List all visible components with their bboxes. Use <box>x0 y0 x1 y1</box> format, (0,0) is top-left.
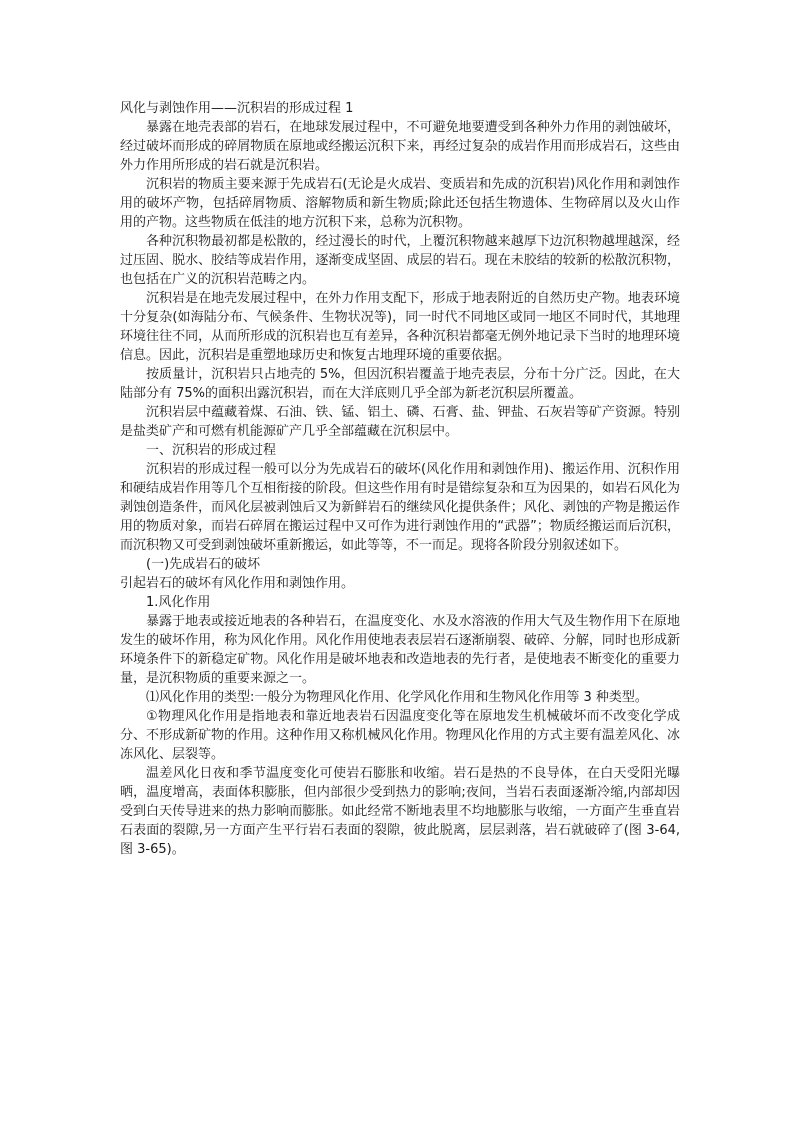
paragraph-intro: 暴露在地壳表部的岩石，在地球发展过程中，不可避免地要遭受到各种外力作用的剥蚀破坏，经过破坏而形成的碎屑物质在原地或经搬运沉积下来，再经过复杂的成岩作用而形成岩石，这些由外力作用所形成的岩石就是沉积岩。 <box>120 120 680 173</box>
paragraph-physical-weathering: ①物理风化作用是指地表和靠近地表岩石因温度变化等在原地发生机械破坏而不改变化学成分、不形成新矿物的作用。这种作用又称机械风化作用。物理风化作用的方式主要有温差风化、冰冻风化、层裂等。 <box>120 709 680 762</box>
paragraph-distribution: 按质量计，沉积岩只占地壳的 5%，但因沉积岩覆盖于地壳表层，分布十分广泛。因此，在大陆部分有 75%的面积出露沉积岩，而在大洋底则几乎全部为新老沉积层所覆盖。 <box>120 367 680 401</box>
paragraph-formation-stages: 沉积岩的形成过程一般可以分为先成岩石的破坏(风化作用和剥蚀作用)、搬运作用、沉积作用和硬结成岩作用等几个互相衔接的阶段。但这些作用有时是错综复杂和互为因果的，如岩石风化为剥蚀创造条件，而风化层被剥蚀后又为新鲜岩石的继续风化提供条件；风化、剥蚀的产物是搬运作用的物质对象，而岩石碎屑在搬运过程中又可作为进行剥蚀作用的“武器”；物质经搬运而后沉积，而沉积物又可受到剥蚀破坏重新搬运，如此等等，不一而足。现将各阶段分别叙述如下。 <box>120 462 680 553</box>
paragraph-environment: 沉积岩是在地壳发展过程中，在外力作用支配下，形成于地表附近的自然历史产物。地表环境十分复杂(如海陆分布、气候条件、生物状况等)，同一时代不同地区或同一地区不同时代，其地理环境往往不同，从而所形成的沉积岩也互有差异，各种沉积岩都毫无例外地记录下当时的地理环境信息。因此，沉积岩是重塑地球历史和恢复古地理环境的重要依据。 <box>120 291 680 363</box>
subsection-heading-destruction: (一)先成岩石的破坏 <box>146 557 261 572</box>
document-page <box>120 99 680 859</box>
paragraph-weathering-definition: 暴露于地表或接近地表的各种岩石，在温度变化、水及水溶液的作用大气及生物作用下在原地发生的破坏作用，称为风化作用。风化作用使地表表层岩石逐渐崩裂、破碎、分解，同时也形成新环境条件下的新稳定矿物。风化作用是破坏地表和改造地表的先行者，是使地表不断变化的重要力量，是沉积物质的重要来源之一。 <box>120 614 680 686</box>
paragraph-material-source: 沉积岩的物质主要来源于先成岩石(无论是火成岩、变质岩和先成的沉积岩)风化作用和剥蚀作用的破坏产物，包括碎屑物质、溶解物质和新生物质;除此还包括生物遗体、生物碎屑以及火山作用的产物。这些物质在低洼的地方沉积下来，总称为沉积物。 <box>120 177 680 230</box>
paragraph-weathering-types: ⑴风化作用的类型:一般分为物理风化作用、化学风化作用和生物风化作用等 3 种类型。 <box>146 690 648 705</box>
paragraph-resources: 沉积岩层中蕴藏着煤、石油、铁、锰、铝土、磷、石膏、盐、钾盐、石灰岩等矿产资源。特别是盐类矿产和可燃有机能源矿产几乎全部蕴藏在沉积层中。 <box>120 405 680 439</box>
paragraph-destruction-intro: 引起岩石的破坏有风化作用和剥蚀作用。 <box>120 576 355 591</box>
document-title: 风化与剥蚀作用——沉积岩的形成过程 1 <box>120 101 354 116</box>
subsection-heading-weathering: 1.风化作用 <box>146 595 211 610</box>
section-heading-formation: 一、沉积岩的形成过程 <box>146 443 277 458</box>
paragraph-thermal-weathering: 温差风化日夜和季节温度变化可使岩石膨胀和收缩。岩石是热的不良导体，在白天受阳光曝晒，温度增高，表面体积膨胀，但内部很少受到热力的影响;夜间，当岩石表面逐渐冷缩,内部却因受到白天传导进来的热力影响而膨胀。如此经常不断地表里不均地膨胀与收缩，一方面产生垂直岩石表面的裂隙,另一方面产生平行岩石表面的裂隙，彼此脱离，层层剥落，岩石就破碎了(图 3-64,图 3-65)。 <box>120 766 680 857</box>
paragraph-diagenesis: 各种沉积物最初都是松散的，经过漫长的时代，上覆沉积物越来越厚下边沉积物越埋越深，经过压固、脱水、胶结等成岩作用，逐渐变成坚固、成层的岩石。现在未胶结的较新的松散沉积物，也包括在广义的沉积岩范畴之内。 <box>120 234 680 287</box>
